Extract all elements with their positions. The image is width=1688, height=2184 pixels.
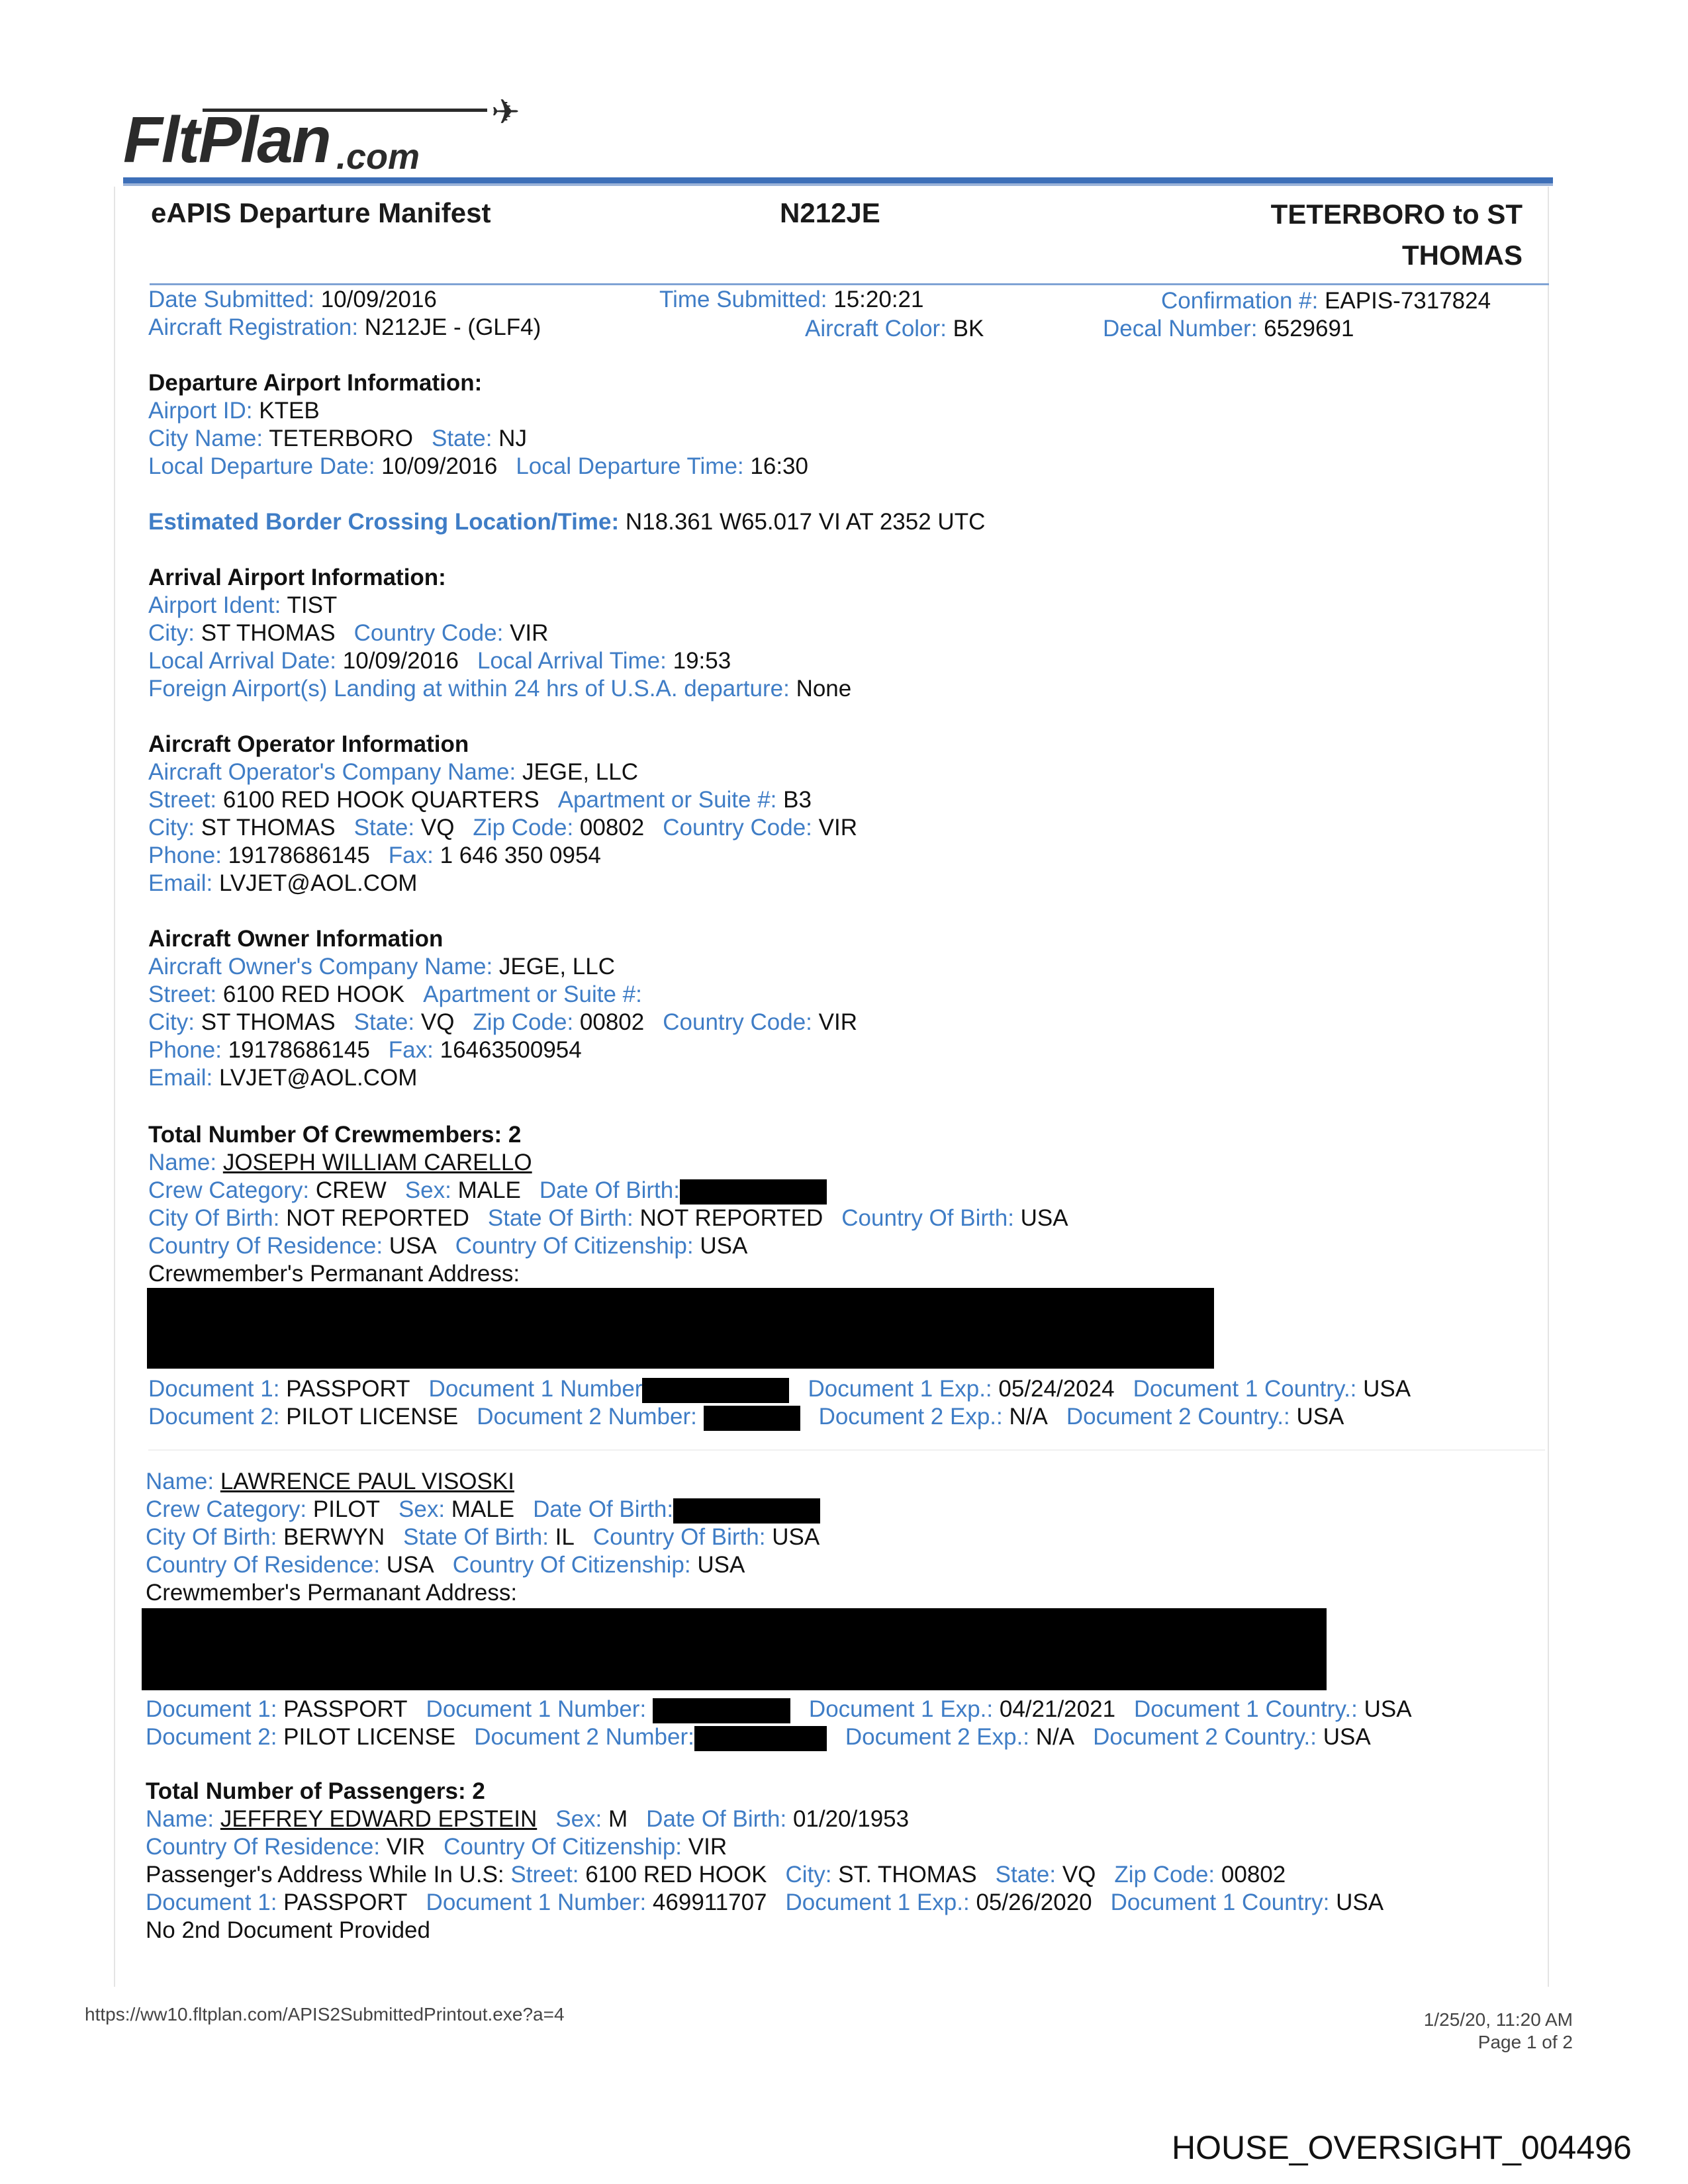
redaction-crew1-address xyxy=(147,1288,1214,1369)
arrival-date-time: Local Arrival Date: 10/09/2016 Local Arrival Time: 19:53 xyxy=(148,648,731,674)
redaction-crew2-dob xyxy=(673,1498,820,1524)
crew1-residence: Country Of Residence: USA Country Of Citizenship: USA xyxy=(148,1233,748,1259)
operator-email: Email: LVJET@AOL.COM xyxy=(148,870,418,896)
crew2-document-1: Document 1: PASSPORT Document 1 Number: Document 1 Exp.: 04/21/2021 Document 1 Country.: USA xyxy=(146,1696,1412,1722)
crew1-address-label: Crewmember's Permanant Address: xyxy=(148,1261,520,1287)
passengers-heading: Total Number of Passengers: 2 xyxy=(146,1778,485,1804)
departure-city: City Name: TETERBORO State: NJ xyxy=(148,426,527,451)
redaction-crew2-address xyxy=(142,1608,1327,1690)
redaction-crew2-doc2 xyxy=(694,1726,827,1751)
crew2-name: Name: LAWRENCE PAUL VISOSKI xyxy=(146,1469,514,1494)
date-submitted: Date Submitted: 10/09/2016 xyxy=(148,287,437,312)
confirmation-number: Confirmation #: EAPIS-7317824 xyxy=(1161,288,1491,314)
aircraft-registration: Aircraft Registration: N212JE - (GLF4) xyxy=(148,314,541,340)
arrival-city: City: ST THOMAS Country Code: VIR xyxy=(148,620,549,646)
crew1-name: Name: JOSEPH WILLIAM CARELLO xyxy=(148,1150,532,1175)
arrival-airport-ident: Airport Ident: TIST xyxy=(148,592,338,618)
passenger-address: Passenger's Address While In U.S: Street: 6100 RED HOOK City: ST. THOMAS State: VQ Zip Code: 00802 xyxy=(146,1862,1286,1888)
crew2-document-2: Document 2: PILOT LICENSE Document 2 Number: Document 2 Exp.: N/A Document 2 Country.: USA xyxy=(146,1724,1371,1750)
passenger-residence: Country Of Residence: VIR Country Of Citizenship: VIR xyxy=(146,1834,727,1860)
passenger-name: Name: JEFFREY EDWARD EPSTEIN Sex: M Date Of Birth: 01/20/1953 xyxy=(146,1806,910,1832)
footer-url: https://ww10.fltplan.com/APIS2SubmittedPrintout.exe?a=4 xyxy=(85,2004,565,2025)
logo-text: FltPlan xyxy=(123,103,330,176)
border-crossing: Estimated Border Crossing Location/Time: N18.361 W65.017 VI AT 2352 UTC xyxy=(148,509,986,535)
header-subbar xyxy=(123,183,1553,186)
crew-separator xyxy=(148,1449,1545,1451)
crew2-address-label: Crewmember's Permanant Address: xyxy=(146,1580,518,1606)
crew1-birthplace: City Of Birth: NOT REPORTED State Of Birth: NOT REPORTED Country Of Birth: USA xyxy=(148,1205,1068,1231)
route-line-1: TETERBORO to ST xyxy=(1270,199,1523,230)
owner-city: City: ST THOMAS State: VQ Zip Code: 00802 Country Code: VIR xyxy=(148,1009,857,1035)
footer-datetime: 1/25/20, 11:20 AM xyxy=(1423,2009,1573,2030)
logo-suffix: .com xyxy=(336,137,420,177)
redaction-crew1-doc1 xyxy=(642,1378,789,1403)
owner-street: Street: 6100 RED HOOK Apartment or Suite #: xyxy=(148,981,642,1007)
operator-company: Aircraft Operator's Company Name: JEGE, LLC xyxy=(148,759,639,785)
crew1-document-1: Document 1: PASSPORT Document 1 Number Document 1 Exp.: 05/24/2024 Document 1 Country.: USA xyxy=(148,1376,1411,1402)
tail-number: N212JE xyxy=(780,197,880,228)
aircraft-color: Aircraft Color: BK xyxy=(805,316,984,341)
owner-heading: Aircraft Owner Information xyxy=(148,926,444,952)
manifest-title: eAPIS Departure Manifest xyxy=(151,197,491,228)
decal-number: Decal Number: 6529691 xyxy=(1103,316,1354,341)
footer-page: Page 1 of 2 xyxy=(1477,2032,1573,2052)
operator-city: City: ST THOMAS State: VQ Zip Code: 00802 Country Code: VIR xyxy=(148,815,857,841)
owner-email: Email: LVJET@AOL.COM xyxy=(148,1065,418,1091)
header-bar xyxy=(123,177,1553,183)
crew1-category: Crew Category: CREW Sex: MALE Date Of Birth: xyxy=(148,1177,827,1205)
crew1-document-2: Document 2: PILOT LICENSE Document 2 Number: Document 2 Exp.: N/A Document 2 Country.: USA xyxy=(148,1404,1344,1430)
departure-date-time: Local Departure Date: 10/09/2016 Local Departure Time: 16:30 xyxy=(148,453,808,479)
crew-heading: Total Number Of Crewmembers: 2 xyxy=(148,1122,522,1148)
time-submitted: Time Submitted: 15:20:21 xyxy=(659,287,924,312)
departure-heading: Departure Airport Information: xyxy=(148,370,483,396)
arrival-heading: Arrival Airport Information: xyxy=(148,565,446,590)
departure-airport-id: Airport ID: KTEB xyxy=(148,398,320,424)
header-rule xyxy=(150,283,1549,285)
foreign-airport-landing: Foreign Airport(s) Landing at within 24 hrs of U.S.A. departure: None xyxy=(148,676,852,702)
passenger-document-1: Document 1: PASSPORT Document 1 Number: 469911707 Document 1 Exp.: 05/26/2020 Document 1 Country: USA xyxy=(146,1889,1384,1915)
owner-phone: Phone: 19178686145 Fax: 16463500954 xyxy=(148,1037,582,1063)
redaction-crew1-doc2 xyxy=(704,1406,800,1431)
fltplan-logo xyxy=(123,93,520,179)
operator-phone: Phone: 19178686145 Fax: 1 646 350 0954 xyxy=(148,842,601,868)
owner-company: Aircraft Owner's Company Name: JEGE, LLC xyxy=(148,954,615,979)
bates-stamp: HOUSE_OVERSIGHT_004496 xyxy=(1172,2129,1632,2166)
redaction-crew2-doc1 xyxy=(653,1698,790,1723)
operator-heading: Aircraft Operator Information xyxy=(148,731,469,757)
airplane-icon: ✈ xyxy=(491,93,520,132)
crew2-birthplace: City Of Birth: BERWYN State Of Birth: IL Country Of Birth: USA xyxy=(146,1524,820,1550)
operator-street: Street: 6100 RED HOOK QUARTERS Apartment or Suite #: B3 xyxy=(148,787,812,813)
crew2-residence: Country Of Residence: USA Country Of Citizenship: USA xyxy=(146,1552,745,1578)
route-line-2: THOMAS xyxy=(1402,240,1523,271)
redaction-crew1-dob xyxy=(680,1179,827,1205)
no-second-document: No 2nd Document Provided xyxy=(146,1917,430,1943)
crew2-category: Crew Category: PILOT Sex: MALE Date Of Birth: xyxy=(146,1496,820,1524)
